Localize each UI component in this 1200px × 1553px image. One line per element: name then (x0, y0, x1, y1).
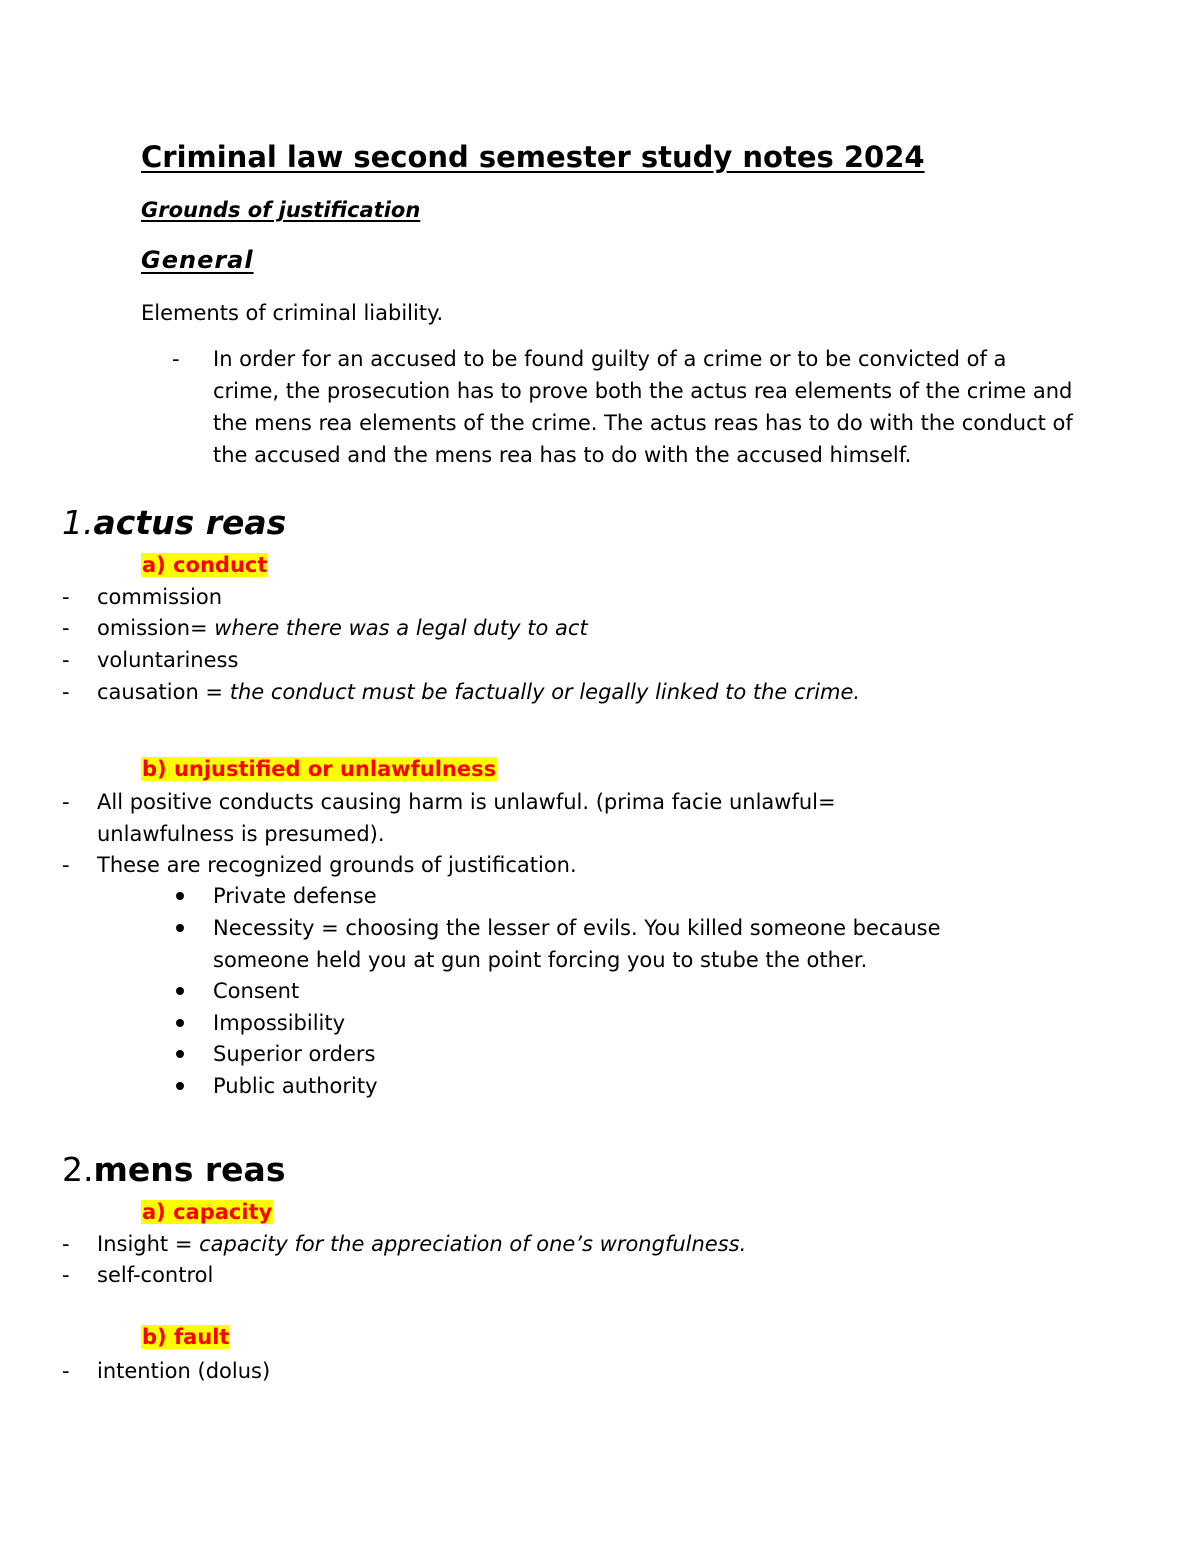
dash-marker: - (62, 1232, 70, 1256)
list-item-text: self-control (97, 1263, 214, 1287)
dash-marker: - (62, 790, 70, 814)
unlawfulness-heading: b) unjustified or unlawfulness (142, 757, 497, 781)
unlawfulness-item-1-line-1: All positive conducts causing harm is unlawful. (prima facie unlawful= (97, 790, 836, 814)
ground-consent: Consent (213, 979, 300, 1003)
document-title: Criminal law second semester study notes 2024 (141, 140, 925, 174)
bullet-icon (176, 892, 184, 900)
list-item-text: voluntariness (97, 648, 239, 672)
ground-private-defense: Private defense (213, 884, 377, 908)
dash-marker: - (62, 616, 70, 640)
bullet-icon (176, 1019, 184, 1027)
list-item-omission (97, 612, 588, 644)
bullet-icon (176, 987, 184, 995)
capacity-heading-wrap (141, 1198, 273, 1226)
ground-necessity: Necessity = choosing the lesser of evils. You killed someone because (213, 916, 941, 940)
list-item-text: causation = (97, 680, 230, 704)
dash-marker: - (62, 585, 70, 609)
bullet-icon (176, 1082, 184, 1090)
list-item-voluntariness (97, 644, 238, 676)
unlawfulness-heading-wrap (141, 755, 497, 783)
section-1-heading (62, 503, 286, 542)
list-item-text: intention (dolus) (97, 1359, 271, 1383)
dash-marker: - (62, 853, 70, 877)
section-1-title: actus reas (93, 503, 287, 542)
capacity-heading: a) capacity (142, 1200, 273, 1224)
list-item-insight (97, 1228, 746, 1260)
ground-superior-orders: Superior orders (213, 1042, 376, 1066)
unlawfulness-item-1-line-2: unlawfulness is presumed). (97, 822, 385, 846)
fault-heading-wrap (141, 1323, 230, 1351)
list-item-text: commission (97, 585, 223, 609)
subtitle-grounds-of-justification: Grounds of justification (141, 198, 421, 222)
section-2-heading (62, 1150, 285, 1189)
conduct-heading-wrap (141, 551, 268, 579)
intro-text: Elements of criminal liability. (141, 301, 444, 325)
general-heading: General (141, 246, 254, 274)
ground-impossibility: Impossibility (213, 1011, 346, 1035)
list-item-intention (97, 1355, 270, 1387)
dash-marker: - (62, 1359, 70, 1383)
intro-paragraph: In order for an accused to be found guilty of a crime or to be convicted of a crime, the prosecution has to prove both the actus rea elements of the crime and the mens rea elements of the crime. The actus reas has to do with the conduct of the accused and the mens rea has to do with the accused himself. (213, 347, 1073, 467)
list-item-self-control (97, 1259, 213, 1291)
section-2-title: mens reas (93, 1150, 286, 1189)
ground-public-authority: Public authority (213, 1074, 378, 1098)
dash-marker: - (62, 1263, 70, 1287)
bullet-icon (176, 1050, 184, 1058)
dash-marker: - (62, 648, 70, 672)
list-item-commission (97, 581, 222, 613)
section-2-number: 2. (62, 1150, 94, 1189)
list-item-text: omission= (97, 616, 215, 640)
list-item-text: Insight = (97, 1232, 200, 1256)
fault-heading: b) fault (142, 1325, 230, 1349)
list-item-italic: the conduct must be factually or legally linked to the crime. (229, 680, 861, 704)
list-item-italic: where there was a legal duty to act (214, 616, 588, 640)
dash-marker: - (172, 347, 180, 371)
dash-marker: - (62, 680, 70, 704)
section-1-number: 1. (62, 503, 94, 542)
ground-necessity-continued: someone held you at gun point forcing you to stube the other. (213, 948, 868, 972)
list-item-italic: capacity for the appreciation of one’s wrongfulness. (199, 1232, 747, 1256)
unlawfulness-item-2: These are recognized grounds of justification. (97, 853, 577, 877)
list-item-causation (97, 676, 860, 708)
bullet-icon (176, 924, 184, 932)
conduct-heading: a) conduct (142, 553, 268, 577)
